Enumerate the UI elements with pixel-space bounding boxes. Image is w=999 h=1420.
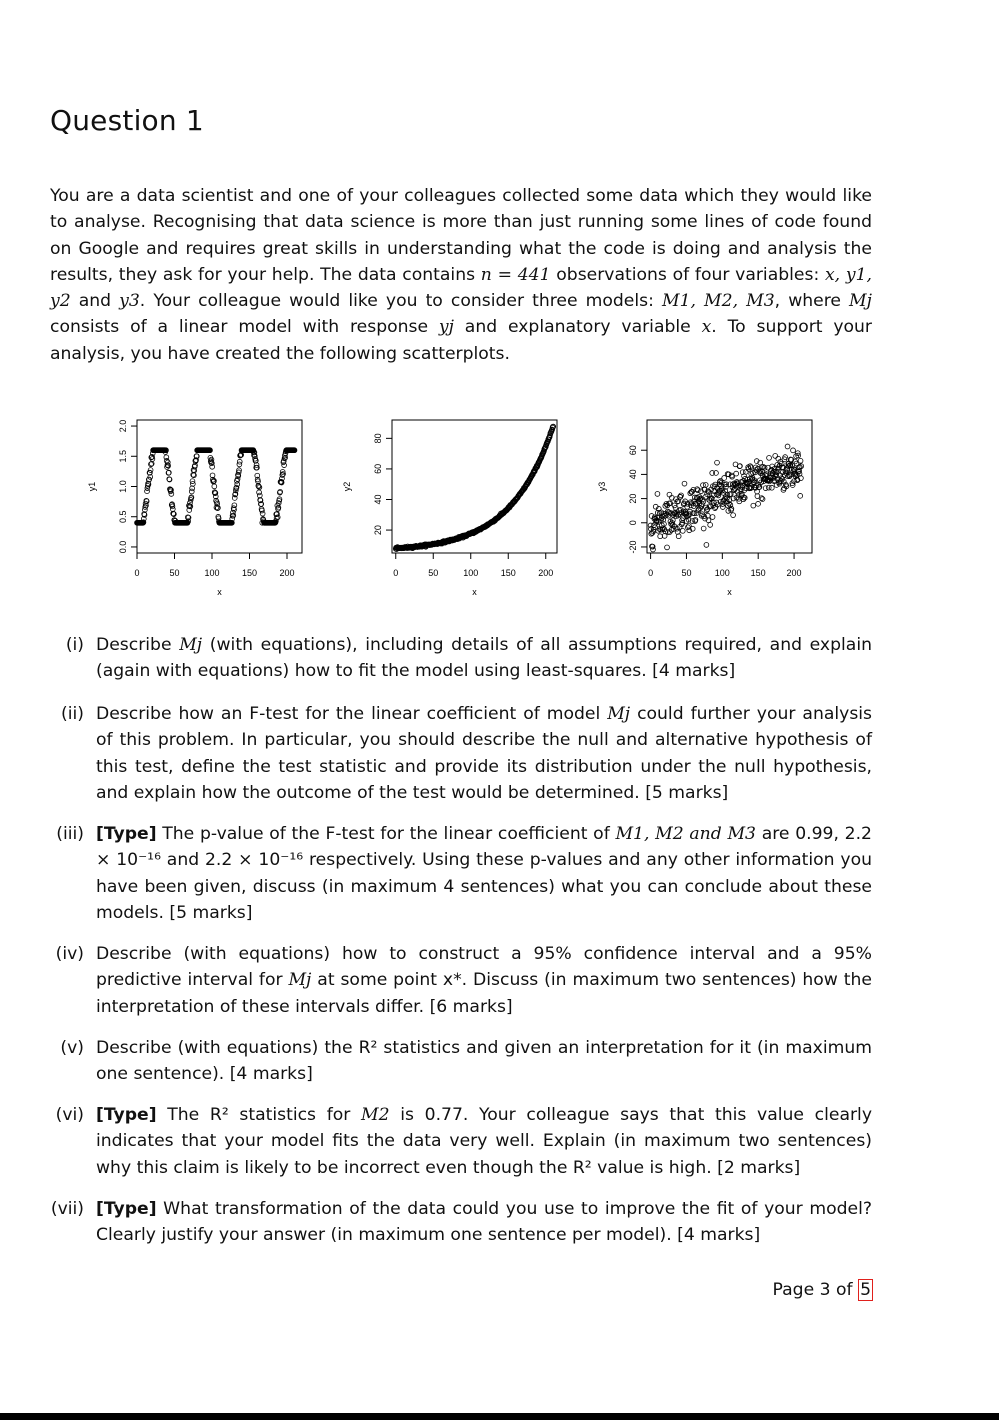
intro-text-2: observations of four variables: xyxy=(550,264,825,285)
intro-text-5: consists of a linear model with response xyxy=(50,317,439,338)
item-math: Mj xyxy=(179,635,203,655)
data-point xyxy=(767,455,772,460)
item-prefix: Describe (with equations) the R² statistics and given an interpretation for it (in maximum one sentence). [4 marks] xyxy=(96,1038,872,1085)
page-number-text: Page 3 of xyxy=(772,1280,859,1300)
item-prefix: Describe how an F-test for the linear coefficient of model xyxy=(96,704,608,724)
y-tick-label: 60 xyxy=(373,463,383,474)
bottom-rule xyxy=(0,1413,999,1420)
question-item-vii xyxy=(96,1196,872,1249)
y-axis-label: y3 xyxy=(597,481,607,492)
plot-frame xyxy=(137,420,302,553)
x-tick-label: 200 xyxy=(786,568,802,578)
item-number: (i) xyxy=(65,635,84,655)
data-point xyxy=(701,526,706,531)
y-axis-label: y1 xyxy=(87,481,97,492)
y-tick-label: 80 xyxy=(373,433,383,444)
data-point xyxy=(769,485,774,490)
data-point xyxy=(257,493,262,498)
question-intro xyxy=(50,183,872,367)
intro-x: x xyxy=(701,317,712,338)
x-axis-label: x xyxy=(217,587,222,597)
data-point xyxy=(667,492,672,497)
data-point xyxy=(210,464,215,469)
page-total-link[interactable]: 5 xyxy=(860,1280,871,1300)
question-title: Question 1 xyxy=(50,104,204,137)
data-point xyxy=(704,543,709,548)
data-point xyxy=(791,448,796,453)
data-point xyxy=(734,471,739,476)
x-tick-label: 0 xyxy=(393,568,399,578)
data-point xyxy=(743,469,748,474)
question-item-i xyxy=(96,632,872,685)
x-tick-label: 200 xyxy=(279,568,295,578)
x-axis-label: x xyxy=(727,587,732,597)
intro-yj: yj xyxy=(438,317,454,338)
intro-mj: Mj xyxy=(849,291,872,312)
y-tick-label: 60 xyxy=(628,445,638,456)
item-text: (with equations), including details of all assumptions required, and explain (again with equations) how to fit the model using least-squares. [4 marks] xyxy=(96,635,872,682)
y-tick-label: 2.0 xyxy=(118,419,128,433)
intro-n: n = 441 xyxy=(480,264,551,285)
y-tick-label: 20 xyxy=(373,525,383,536)
data-point xyxy=(680,528,685,533)
item-number: (vii) xyxy=(50,1199,84,1219)
question-item-iii xyxy=(96,821,872,926)
data-point xyxy=(760,497,765,502)
data-point xyxy=(731,513,736,518)
y-axis-label: y2 xyxy=(342,481,352,492)
item-text: could further your analysis of this problem. In particular, you should describe the null and alternative hypothesis of this test, define the test statistic and provide its distribution under the null hypothesis, and explain how the outcome of the test would be determined. [5 marks] xyxy=(96,704,872,803)
x-tick-label: 50 xyxy=(428,568,439,578)
item-prefix: The p-value of the F-test for the linear coefficient of xyxy=(156,824,616,844)
item-text: is 0.77. Your colleague says that this value clearly indicates that your model fits the data very well. Explain (in maximum two sentences) why this claim is likely to be incorrect even though the R² value is high. [2 marks] xyxy=(96,1105,872,1178)
x-axis-label: x xyxy=(472,587,477,597)
item-math: M2 xyxy=(361,1105,390,1125)
x-tick-label: 150 xyxy=(500,568,516,578)
y-tick-label: 0.5 xyxy=(118,510,128,523)
page-number xyxy=(773,1277,873,1303)
intro-text-7: . To support your analysis, you have created the following scatterplots. xyxy=(50,317,872,364)
data-point xyxy=(798,458,803,463)
item-number: (iv) xyxy=(55,944,84,964)
data-point xyxy=(798,493,803,498)
data-point xyxy=(708,522,713,527)
type-tag: [Type] xyxy=(96,824,157,844)
question-item-iv xyxy=(96,941,872,1020)
data-point xyxy=(212,484,217,489)
intro-models: M1, M2, M3 xyxy=(661,291,775,312)
intro-text-3: . Your colleague would like you to consider three models: xyxy=(139,291,662,312)
question-item-v xyxy=(96,1035,872,1088)
y-tick-label: 1.0 xyxy=(118,480,128,493)
x-tick-label: 50 xyxy=(681,568,692,578)
x-tick-label: 0 xyxy=(134,568,140,578)
item-math: Mj xyxy=(288,970,312,991)
intro-text-1: You are a data scientist and one of your colleagues collected some data which they would like to analyse. Recognising that data science is more than just running some lines of code found on Google and requires great skills in understanding what the code is doing and analysis the results, they ask for your help. The data contains xyxy=(50,186,872,285)
data-point xyxy=(751,503,756,508)
data-point xyxy=(665,545,670,550)
item-number: (iii) xyxy=(56,824,84,844)
data-point xyxy=(260,511,265,516)
x-tick-label: 200 xyxy=(538,568,554,578)
y-tick-label: 20 xyxy=(628,493,638,504)
y-tick-label: 0.0 xyxy=(118,540,128,554)
item-prefix: What transformation of the data could you use to improve the fit of your model? Clearly justify your answer (in maximum one sentence per model). [4 marks] xyxy=(96,1199,872,1246)
x-tick-label: 100 xyxy=(204,568,220,578)
question-item-vi xyxy=(96,1102,872,1181)
item-prefix: Describe (with equations) how to construct a 95% confidence interval and a 95% predictive interval for xyxy=(96,944,872,991)
data-point xyxy=(785,444,790,449)
item-prefix: Describe xyxy=(96,635,180,655)
data-point xyxy=(710,515,715,520)
y-tick-label: 40 xyxy=(628,469,638,480)
intro-y3: y3 xyxy=(119,291,140,312)
data-point xyxy=(715,460,720,465)
x-tick-label: 150 xyxy=(750,568,766,578)
intro-and: and xyxy=(70,291,120,312)
y-tick-label: 40 xyxy=(373,494,383,505)
x-tick-label: 100 xyxy=(714,568,730,578)
item-math: Mj xyxy=(607,704,631,724)
y-tick-label: 1.5 xyxy=(118,450,128,463)
item-text: are 0.99, 2.2 × 10⁻¹⁶ and 2.2 × 10⁻¹⁶ respectively. Using these p-values and any other information you have been given, discuss (in maximum 4 sentences) what you can conclude about these models. [5 marks] xyxy=(96,824,872,923)
data-point xyxy=(655,492,660,497)
type-tag: [Type] xyxy=(96,1199,157,1219)
scatterplots-figure xyxy=(82,405,912,610)
question-item-ii xyxy=(96,701,872,806)
x-tick-label: 50 xyxy=(169,568,180,578)
intro-text-6: and explanatory variable xyxy=(453,317,702,338)
item-number: (v) xyxy=(60,1038,84,1058)
x-tick-label: 100 xyxy=(463,568,479,578)
x-tick-label: 150 xyxy=(241,568,258,578)
item-math: M1, M2 and M3 xyxy=(615,824,756,844)
data-point xyxy=(190,486,195,491)
intro-vars: x, y1, y2 xyxy=(50,264,872,312)
data-point xyxy=(651,547,656,552)
item-text: at some point x*. Discuss (in maximum two sentences) how the interpretation of these intervals differ. [6 marks] xyxy=(96,970,872,1017)
x-tick-label: 0 xyxy=(648,568,654,578)
scatterplots-svg xyxy=(82,405,912,610)
data-point xyxy=(682,481,687,486)
item-number: (ii) xyxy=(61,704,84,724)
data-point xyxy=(773,453,778,458)
y-tick-label: 0 xyxy=(628,520,638,526)
data-point xyxy=(720,505,725,510)
intro-text-4: , where xyxy=(774,291,850,312)
item-prefix: The R² statistics for xyxy=(156,1105,362,1125)
type-tag: [Type] xyxy=(96,1105,157,1125)
data-point xyxy=(756,501,761,506)
y-tick-label: -20 xyxy=(628,540,638,554)
item-number: (vi) xyxy=(55,1105,84,1125)
